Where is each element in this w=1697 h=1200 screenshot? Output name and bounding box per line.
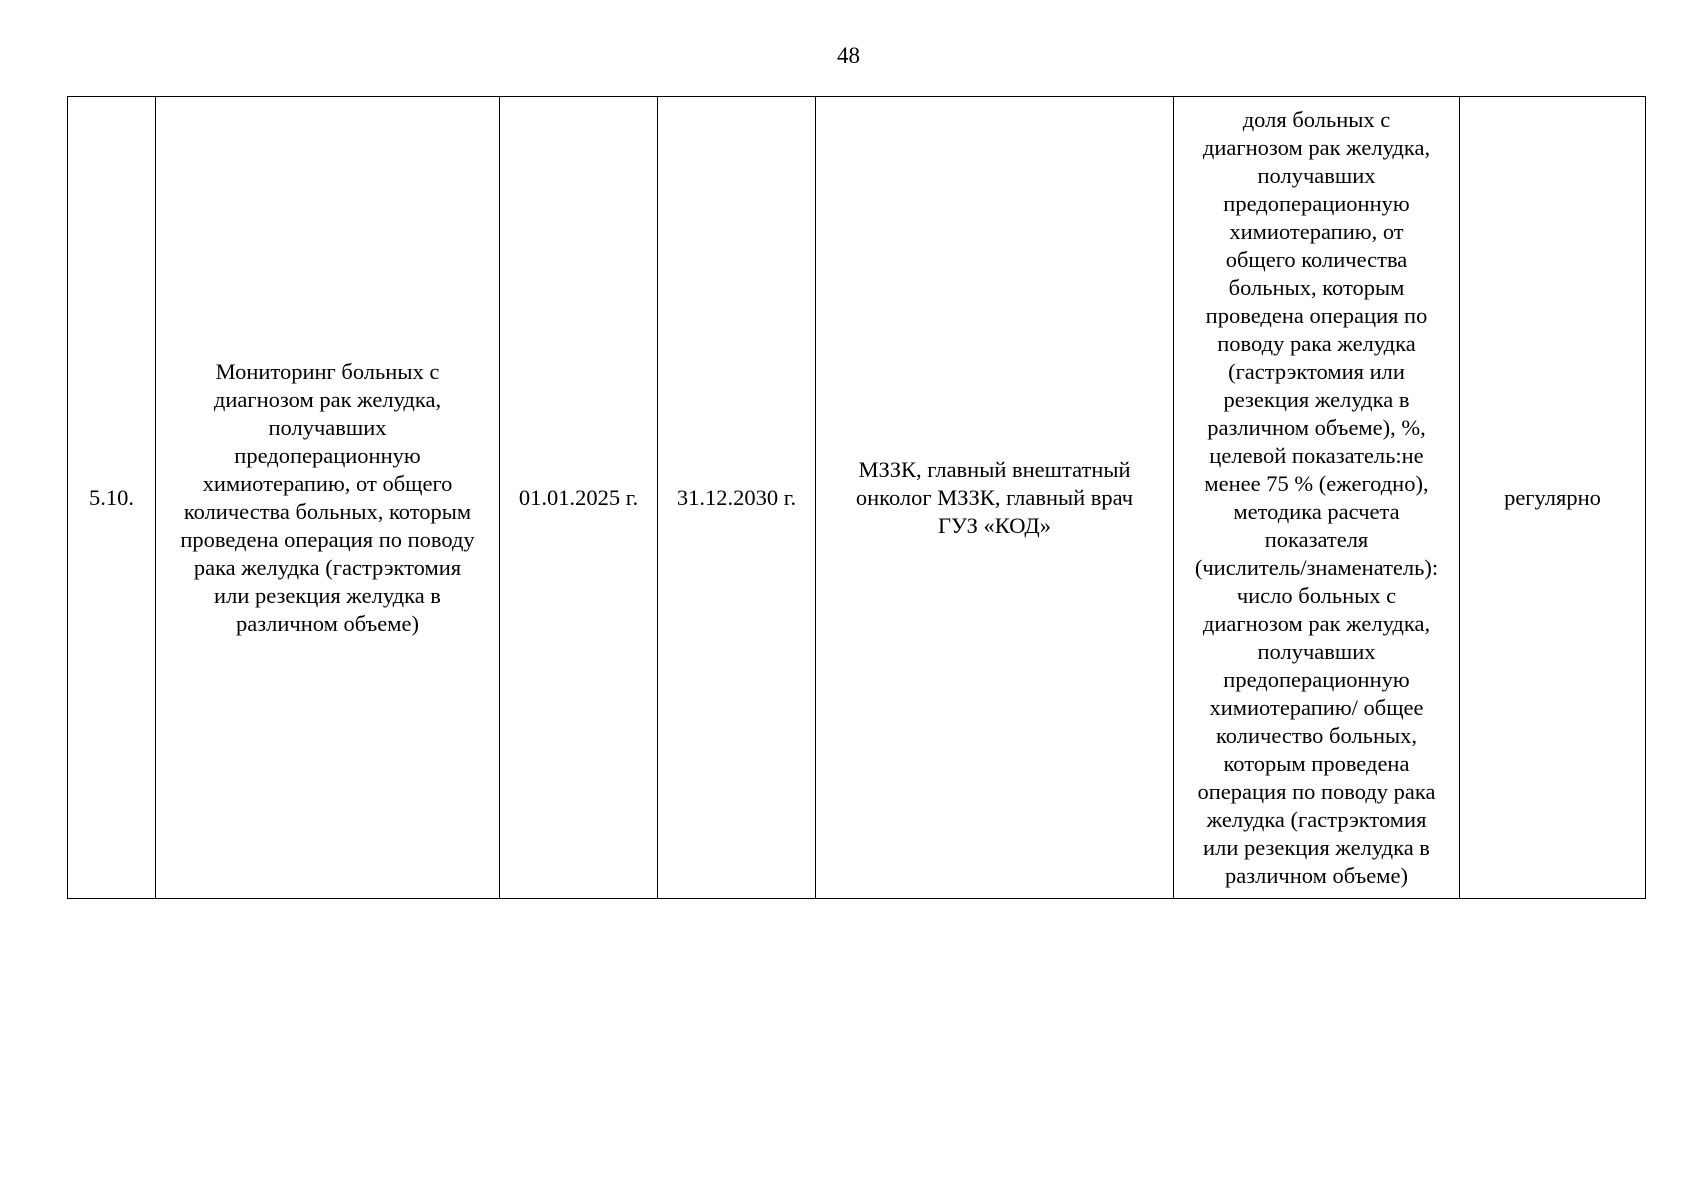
table-row bbox=[68, 97, 1646, 899]
responsible-cell: МЗЗК, главный внештатный онколог МЗЗК, главный врач ГУЗ «КОД» bbox=[816, 97, 1174, 899]
page-number: 48 bbox=[837, 43, 860, 68]
plan-table bbox=[67, 96, 1646, 899]
activity-name-cell: Мониторинг больных с диагнозом рак желудка, получавших предоперационную химиотерапию, от общего количества больных, которым проведена операция по поводу рака желудка (гастрэктомия или резекция желудка в различном объеме) bbox=[156, 97, 500, 899]
periodicity-cell: регулярно bbox=[1460, 97, 1646, 899]
indicator-cell: доля больных с диагнозом рак желудка, получавших предоперационную химиотерапию, от общего количества больных, которым проведена операция по поводу рака желудка (гастрэктомия или резекция желудка в различном объеме), %, целевой показатель:не менее 75 % (ежегодно), методика расчета показателя (числитель/знаменатель): число больных с диагнозом рак желудка, получавших предоперационную химиотерапию/ общее количество больных, которым проведена операция по поводу рака желудка (гастрэктомия или резекция желудка в различном объеме) bbox=[1174, 97, 1460, 899]
start-date-cell: 01.01.2025 г. bbox=[500, 97, 658, 899]
end-date-cell: 31.12.2030 г. bbox=[658, 97, 816, 899]
row-number-cell: 5.10. bbox=[68, 97, 156, 899]
